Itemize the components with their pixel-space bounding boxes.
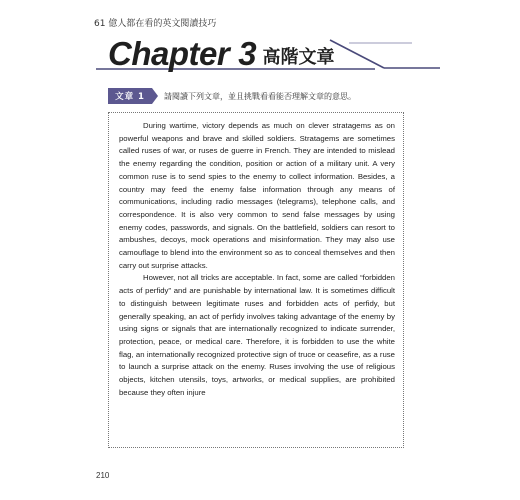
page-number: 210	[96, 471, 110, 480]
passage-paragraph-1: During wartime, victory depends as much on clever stratagems as on powerful weapons and brave and skilled soldiers. Stratagems are sometimes called ruses of war, or ruses de guerre in French. They are intended to mislead the enemy regarding the condition, position or action of a military unit. A very common ruse is to send spies to the enemy to collect information. Besides, a country may feed the enemy false information through any means of communications, including radio messages (telegrams), telephone calls, and correspondence. It is also very common to send false messages by using enemy codes, passwords, and signals. On the battlefield, soldiers can resort to ambushes, decoys, mock operations and misinformation. They may also use camouflage to blend into the environment so as to conceal themselves and then carry out surprise attacks.	[119, 121, 395, 270]
reading-instruction: 請閱讀下列文章，並且挑戰看看能否理解文章的意思。	[164, 92, 356, 101]
article-tag-arrow	[152, 88, 158, 104]
passage-box	[108, 112, 404, 448]
series-title: 61 億人都在看的英文閱讀技巧	[94, 19, 217, 29]
chapter-title: 高階文章	[262, 47, 335, 68]
chapter-word: Chapter	[108, 35, 230, 72]
passage-paragraph-2: However, not all tricks are acceptable. In fact, some are called “forbidden acts of perfidy” and are punishable by international law. It is sometimes difficult to distinguish between legitimate ruses and forbidden acts of perfidy, but generally speaking, an act of perfidy involves taking advantage of the enemy by using signs or signals that are internationally recognized to indicate surrender, protection, peace, or medical care. Therefore, it is forbidden to use the white flag, an internationally recognized protective sign of truce or ceasefire, as a ruse to launch a surprise attack on the enemy. Ruses involving the use of religious objects, kitchen utensils, toys, artworks, or medical supplies, are prohibited because they often injure	[119, 273, 395, 397]
article-tag: 文章 1	[108, 88, 152, 104]
chapter-heading	[108, 30, 335, 70]
chapter-number: 3	[238, 35, 257, 72]
